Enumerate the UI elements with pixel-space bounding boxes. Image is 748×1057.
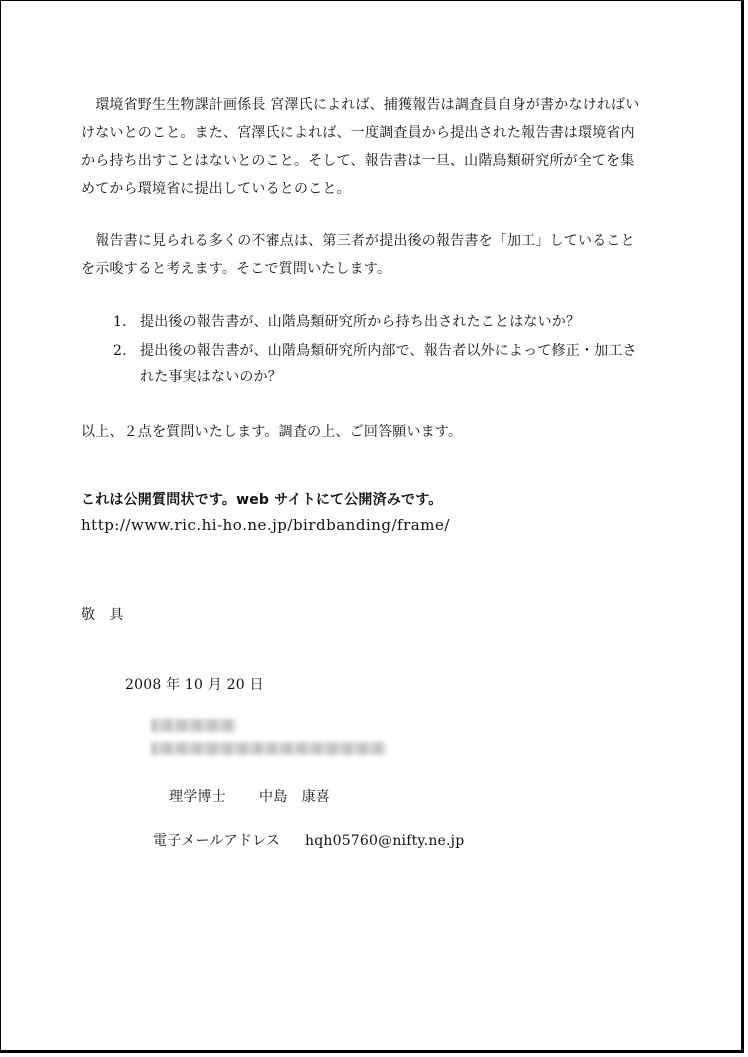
redacted-postal-code (151, 719, 236, 732)
paragraph-2-line: を示唆すると考えます。そこで質問いたします。 (81, 261, 392, 277)
question-1-text: 提出後の報告書が、山階鳥類研究所から持ち出されたことはないか？ (140, 314, 581, 330)
question-2-text-line-2: れた事実はないのか？ (140, 369, 282, 385)
question-2-number: 2． (113, 343, 137, 359)
signer-name: 中島 康喜 (259, 789, 330, 805)
question-1-number: 1． (113, 314, 137, 330)
date: 2008 年 10 月 20 日 (125, 677, 264, 693)
question-2-text-line-1: 提出後の報告書が、山階鳥類研究所内部で、報告者以外によって修正・加工さ (140, 343, 637, 359)
signer-title: 理学博士 (169, 789, 226, 805)
paragraph-1-line: から持ち出すことはないとのこと。そして、報告書は一旦、山階鳥類研究所が全てを集 (81, 153, 635, 169)
email-label: 電子メールアドレス (153, 833, 281, 849)
redacted-address (151, 742, 386, 755)
website-link[interactable]: http://www.ric.hi-ho.ne.jp/birdbanding/frame/ (81, 516, 450, 534)
paragraph-1-line: けないとのこと。また、宮澤氏によれば、一度調査員から提出された報告書は環境省内 (81, 125, 635, 141)
paragraph-1-line: 環境省野生生物課計画係長 宮澤氏によれば、捕獲報告は調査員自身が書かなければい (81, 97, 640, 113)
paragraph-1-line: めてから環境省に提出しているとのこと。 (81, 181, 351, 197)
paragraph-1 (81, 91, 681, 203)
email-address[interactable]: hqh05760@nifty.ne.jp (305, 833, 465, 849)
paragraph-2 (81, 227, 681, 283)
paragraph-2-line: 報告書に見られる多くの不審点は、第三者が提出後の報告書を「加工」していること (81, 233, 635, 249)
public-notice: これは公開質問状です。web サイトにて公開済みです。 (81, 492, 443, 508)
closing-question: 以上、２点を質問いたします。調査の上、ご回答願います。 (81, 424, 463, 440)
sign-off: 敬 具 (81, 607, 124, 623)
